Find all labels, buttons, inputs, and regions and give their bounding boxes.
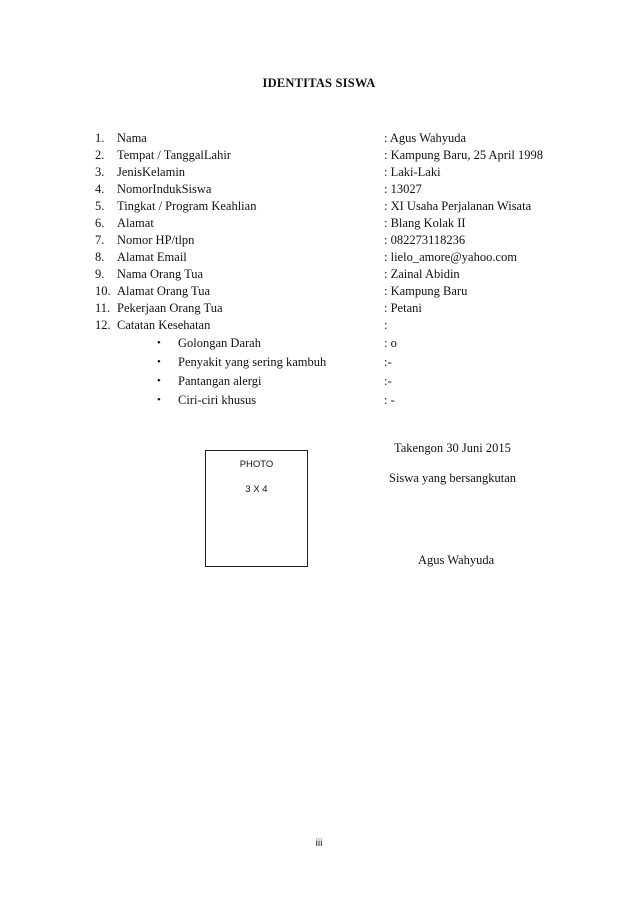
- bullet-icon: •: [157, 375, 161, 387]
- field-number: 1.: [95, 131, 105, 145]
- field-row: [0, 147, 638, 164]
- field-value: : Blang Kolak II: [384, 216, 466, 230]
- health-label: Penyakit yang sering kambuh: [178, 355, 327, 369]
- health-value: : o: [384, 336, 397, 350]
- field-label: Catatan Kesehatan: [117, 318, 211, 332]
- field-row: [0, 249, 638, 266]
- signatory-role: Siswa yang bersangkutan: [389, 471, 517, 485]
- health-value: : -: [384, 393, 395, 407]
- field-label: Nama Orang Tua: [117, 267, 204, 281]
- photo-box: [205, 450, 308, 567]
- field-label: Nama: [117, 131, 147, 145]
- field-value: : XI Usaha Perjalanan Wisata: [384, 199, 532, 213]
- field-number: 3.: [95, 165, 105, 179]
- field-value: : Agus Wahyuda: [384, 131, 467, 145]
- field-label: Nomor HP/tlpn: [117, 233, 195, 247]
- field-number: 12.: [95, 318, 111, 332]
- field-value: : 13027: [384, 182, 422, 196]
- health-row: [0, 373, 638, 390]
- field-label: Tingkat / Program Keahlian: [117, 199, 257, 213]
- field-row: [0, 283, 638, 300]
- health-label: Ciri-ciri khusus: [178, 393, 257, 407]
- field-row: [0, 317, 638, 334]
- bullet-icon: •: [157, 337, 161, 349]
- field-value: : lielo_amore@yahoo.com: [384, 250, 518, 264]
- field-value: : Kampung Baru: [384, 284, 468, 298]
- health-value: :-: [384, 355, 392, 369]
- field-row: [0, 232, 638, 249]
- health-label: Golongan Darah: [178, 336, 261, 350]
- field-number: 9.: [95, 267, 105, 281]
- bullet-icon: •: [157, 394, 161, 406]
- field-number: 6.: [95, 216, 105, 230]
- photo-label: PHOTO: [239, 459, 274, 470]
- field-value: : Laki-Laki: [384, 165, 441, 179]
- field-number: 7.: [95, 233, 105, 247]
- field-number: 10.: [95, 284, 111, 298]
- field-value: : Kampung Baru, 25 April 1998: [384, 148, 544, 162]
- page-number: iii: [315, 838, 323, 849]
- field-value: : Petani: [384, 301, 422, 315]
- field-number: 4.: [95, 182, 105, 196]
- field-label: JenisKelamin: [117, 165, 186, 179]
- field-row: [0, 300, 638, 317]
- field-label: Alamat Orang Tua: [117, 284, 211, 298]
- health-value: :-: [384, 374, 392, 388]
- health-label: Pantangan alergi: [178, 374, 262, 388]
- health-row: [0, 354, 638, 371]
- field-row: [0, 215, 638, 232]
- health-row: [0, 392, 638, 409]
- field-value: : Zainal Abidin: [384, 267, 460, 281]
- signatory-name: Agus Wahyuda: [418, 553, 495, 567]
- bullet-icon: •: [157, 356, 161, 368]
- field-number: 5.: [95, 199, 105, 213]
- field-label: Alamat Email: [117, 250, 187, 264]
- field-number: 8.: [95, 250, 105, 264]
- place-date: Takengon 30 Juni 2015: [394, 441, 511, 455]
- field-row: [0, 181, 638, 198]
- field-label: Pekerjaan Orang Tua: [117, 301, 223, 315]
- field-value: : 082273118236: [384, 233, 466, 247]
- field-number: 2.: [95, 148, 105, 162]
- photo-size: 3 X 4: [245, 484, 268, 495]
- field-row: [0, 130, 638, 147]
- field-row: [0, 164, 638, 181]
- field-label: Alamat: [117, 216, 154, 230]
- field-label: Tempat / TanggalLahir: [117, 148, 231, 162]
- health-row: [0, 335, 638, 352]
- field-label: NomorIndukSiswa: [117, 182, 212, 196]
- field-row: [0, 198, 638, 215]
- field-number: 11.: [95, 301, 111, 315]
- field-value: :: [384, 318, 388, 332]
- field-row: [0, 266, 638, 283]
- page-title: IDENTITAS SISWA: [262, 76, 376, 90]
